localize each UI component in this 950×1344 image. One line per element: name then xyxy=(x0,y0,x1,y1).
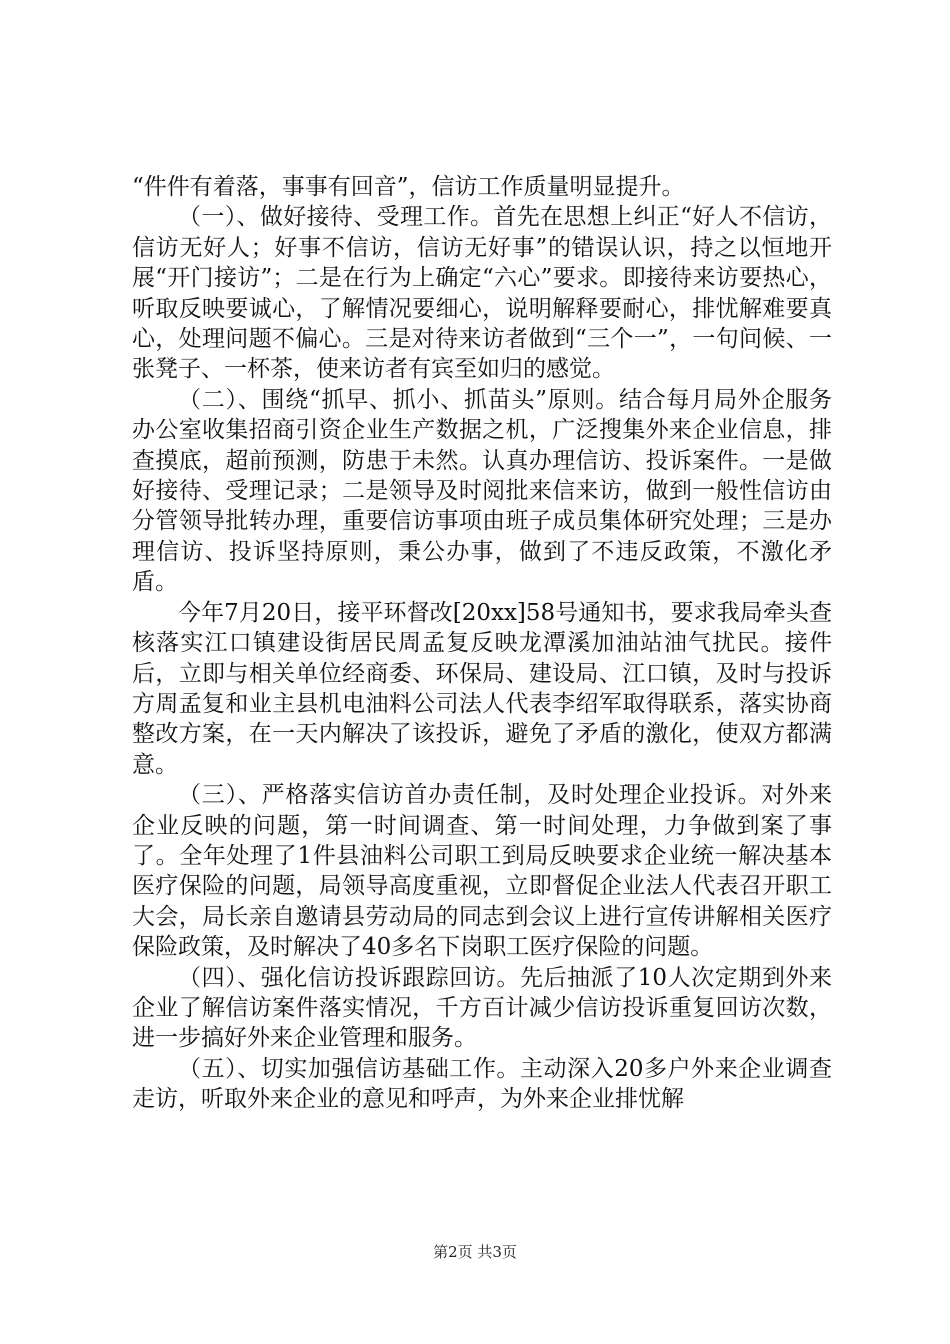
paragraph-section-1: （一）、做好接待、受理工作。首先在思想上纠正“好人不信访，信访无好人；好事不信访，信访无好事”的错误认识，持之以恒地开展“开门接访”；二是在行为上确定“六心”要求。即接待来访要热心，听取反映要诚心，了解情况要细心，说明解释要耐心，排忧解难要真心，处理问题不偏心。三是对待来访者做到“三个一”，一句问候、一张凳子、一杯茶，使来访者有宾至如归的感觉。 xyxy=(132,204,832,383)
paragraph-continuation: “件件有着落，事事有回音”，信访工作质量明显提升。 xyxy=(132,174,685,200)
paragraph-section-3: （三）、严格落实信访首办责任制，及时处理企业投诉。对外来企业反映的问题，第一时间调查、第一时间处理，力争做到案了事了。全年处理了1件县油料公司职工到局反映要求企业统一解决基本医疗保险的问题，局领导高度重视，立即督促企业法人代表召开职工大会，局长亲自邀请县劳动局的同志到会议上进行宣传讲解相关医疗保险政策，及时解决了40多名下岗职工医疗保险的问题。 xyxy=(132,782,832,961)
paragraph-section-4: （四）、强化信访投诉跟踪回访。先后抽派了10人次定期到外来企业了解信访案件落实情况，千方百计减少信访投诉重复回访次数，进一步搞好外来企业管理和服务。 xyxy=(132,964,832,1052)
document-body xyxy=(132,172,832,1115)
page-footer: 第2页 共3页 xyxy=(433,1243,517,1261)
paragraph-case-example: 今年7月20日，接平环督改[20xx]58号通知书，要求我局牵头查核落实江口镇建设街居民周孟复反映龙潭溪加油站油气扰民。接件后，立即与相关单位经商委、环保局、建设局、江口镇，及时与投诉方周孟复和业主县机电油料公司法人代表李绍军取得联系，落实协商整改方案，在一天内解决了该投诉，避免了矛盾的激化，使双方都满意。 xyxy=(132,599,832,778)
paragraph-section-2: （二）、围绕“抓早、抓小、抓苗头”原则。结合每月局外企服务办公室收集招商引资企业生产数据之机，广泛搜集外来企业信息，排查摸底，超前预测，防患于未然。认真办理信访、投诉案件。一是做好接待、受理记录；二是领导及时阅批来信来访，做到一般性信访由分管领导批转办理，重要信访事项由班子成员集体研究处理；三是办理信访、投诉坚持原则，秉公办事，做到了不违反政策，不激化矛盾。 xyxy=(132,386,832,596)
paragraph-section-5: （五）、切实加强信访基础工作。主动深入20多户外来企业调查走访，听取外来企业的意见和呼声，为外来企业排忧解 xyxy=(132,1055,832,1113)
